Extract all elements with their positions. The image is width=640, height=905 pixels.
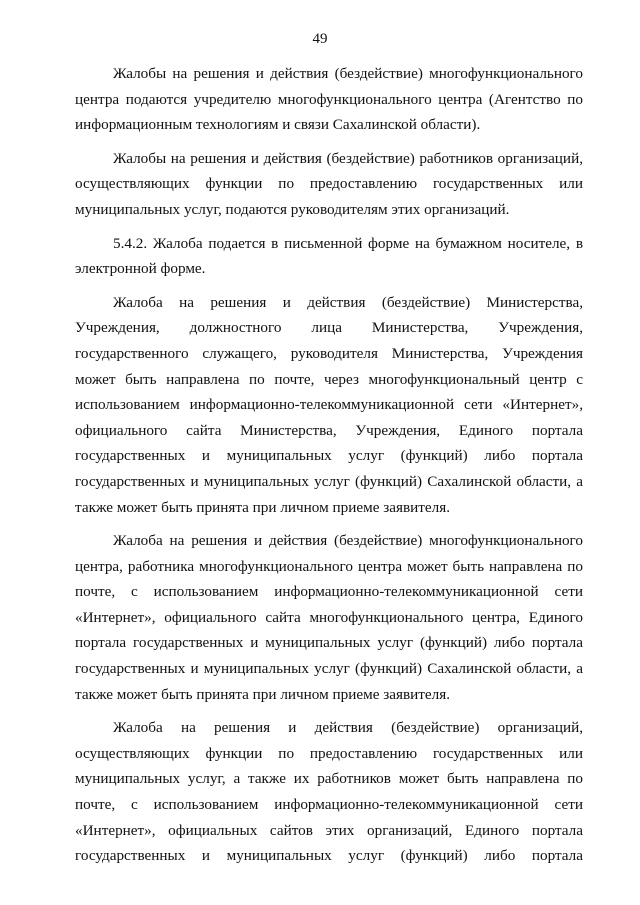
paragraph-organization-complaints: Жалобы на решения и действия (бездействие) работников организаций, осуществляющих функции по предоставлению государственных или муниципальных услуг, подаются руководителям этих организаций.: [75, 149, 583, 218]
paragraph-complaint-form: 5.4.2. Жалоба подается в письменной форме на бумажном носителе, в электронной форме.: [75, 234, 583, 278]
paragraph-organization-complaint-channels: Жалоба на решения и действия (бездействие) организаций, осуществляющих функции по предоставлению государственных или муниципальных услуг, а также их работников может быть направлена по почте, с использованием информационно-телекоммуникационной сети «Интернет», официальных сайтов этих организаций, Единого портала государственных и муниципальных услуг (функций) либо портала: [75, 719, 583, 865]
document-body: [75, 61, 583, 877]
paragraph-ministry-complaint-channels: Жалоба на решения и действия (бездействие) Министерства, Учреждения, должностного лица Министерства, Учреждения, государственного служащего, руководителя Министерства, Учреждения может быть направлена по почте, через многофункциональный центр с использованием информационно-телекоммуникационной сети «Интернет», официального сайта Министерства, Учреждения, Единого портала государственных и муниципальных услуг (функций) либо портала государственных и муниципальных услуг (функций) Сахалинской области, а также может быть принята при личном приеме заявителя.: [75, 293, 583, 516]
paragraph-mfc-complaint-channels: Жалоба на решения и действия (бездействие) многофункционального центра, работника многофункционального центра может быть направлена по почте, с использованием информационно-телекоммуникационной сети «Интернет», официального сайта многофункционального центра, Единого портала государственных и муниципальных услуг (функций) либо портала государственных и муниципальных услуг (функций) Сахалинской области, а также может быть принята при личном приеме заявителя.: [75, 532, 583, 703]
paragraph-mfc-complaints: Жалобы на решения и действия (бездействие) многофункционального центра подаются учредителю многофункционального центра (Агентство по информационным технологиям и связи Сахалинской области).: [75, 65, 583, 134]
page-number: 49: [312, 31, 328, 47]
